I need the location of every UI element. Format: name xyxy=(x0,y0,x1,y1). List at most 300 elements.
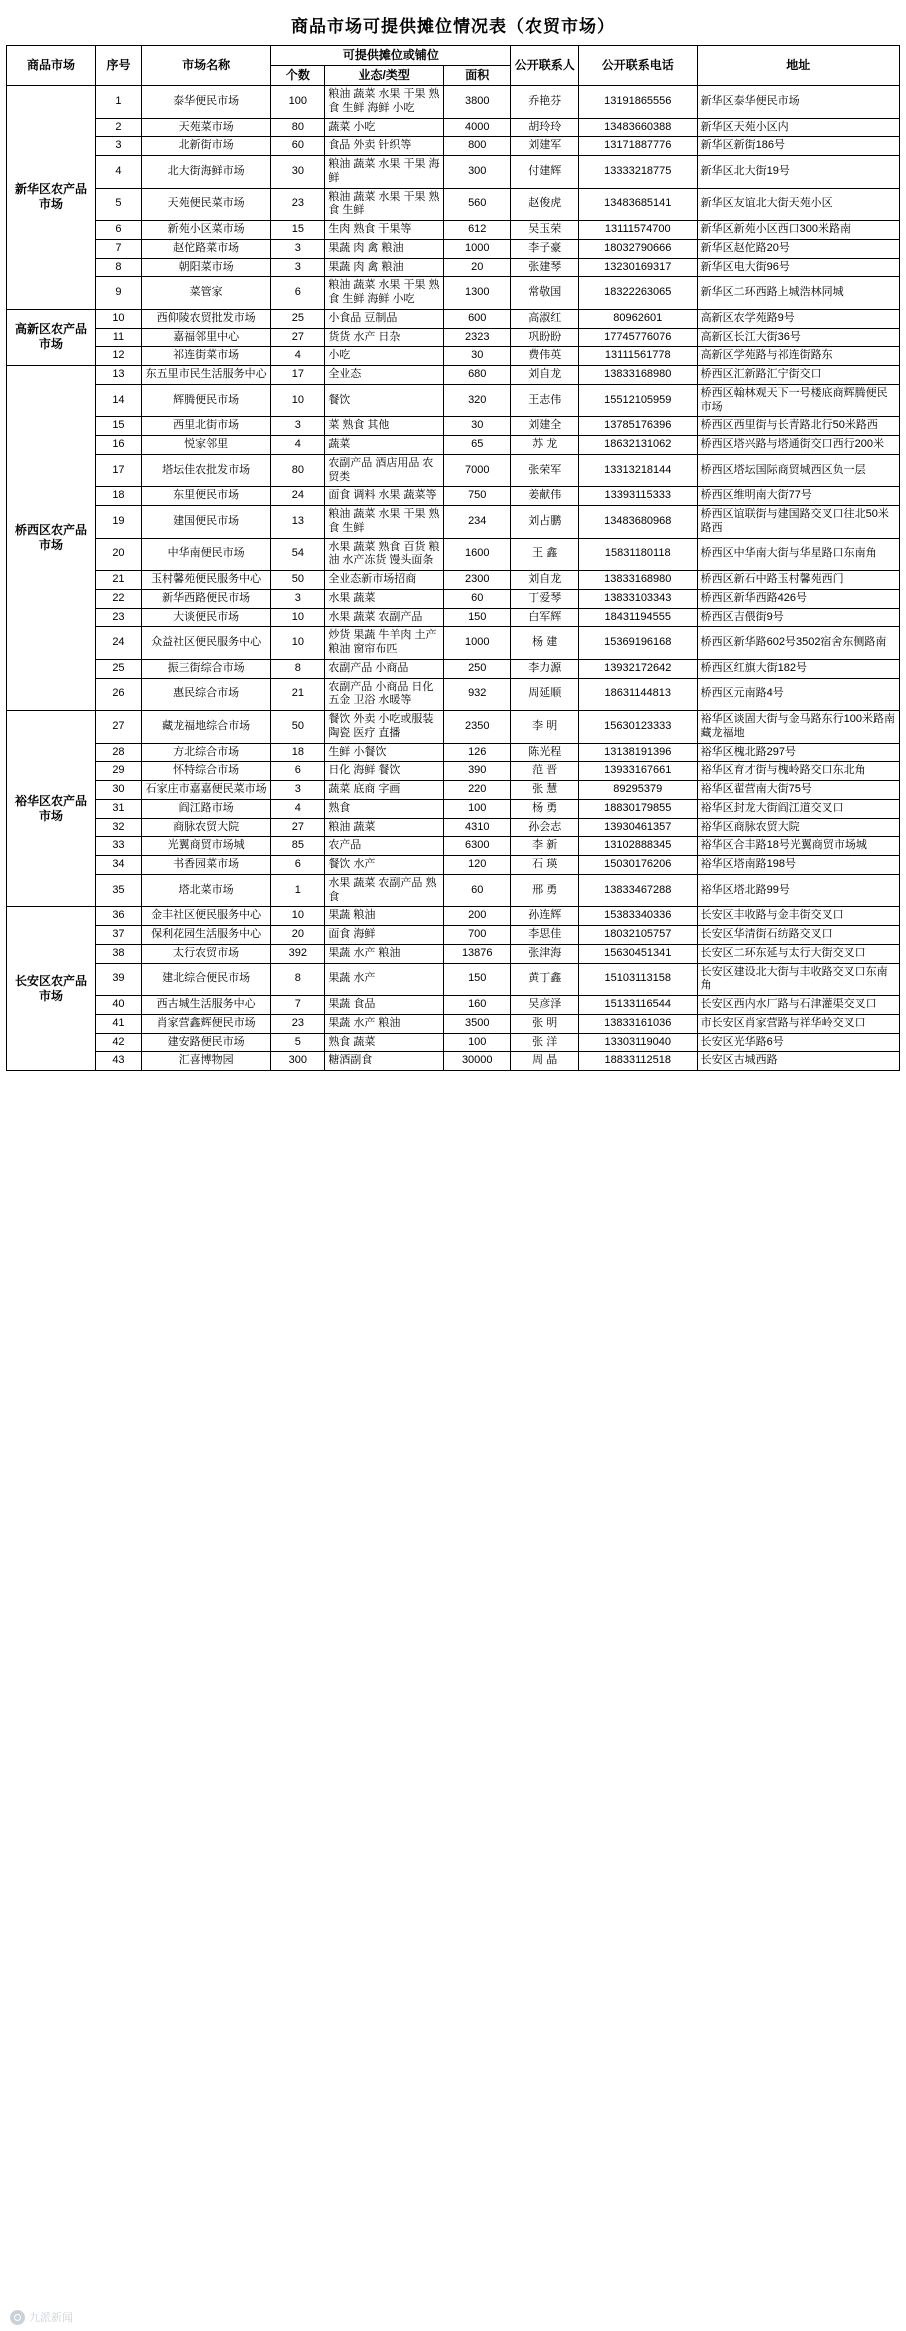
stalls-type-cell: 粮油 蔬菜 xyxy=(325,818,444,837)
phone-cell: 18431194555 xyxy=(578,608,697,627)
phone-cell: 13833168980 xyxy=(578,366,697,385)
row-index-cell: 13 xyxy=(96,366,142,385)
address-cell: 桥西区西里街与长青路北行50米路西 xyxy=(697,417,899,436)
stalls-count-cell: 6 xyxy=(271,856,325,875)
market-name-cell: 赵佗路菜市场 xyxy=(141,239,270,258)
market-name-cell: 方北综合市场 xyxy=(141,743,270,762)
row-index-cell: 8 xyxy=(96,258,142,277)
stalls-type-cell: 面食 海鲜 xyxy=(325,926,444,945)
col-stalls-type: 业态/类型 xyxy=(325,66,444,86)
area-cell: 150 xyxy=(444,608,511,627)
area-cell: 800 xyxy=(444,137,511,156)
market-name-cell: 朝阳菜市场 xyxy=(141,258,270,277)
address-cell: 高新区农学苑路9号 xyxy=(697,309,899,328)
stalls-type-cell: 面食 调料 水果 蔬菜等 xyxy=(325,487,444,506)
area-cell: 100 xyxy=(444,799,511,818)
col-market-name: 市场名称 xyxy=(141,46,270,86)
address-cell: 新华区二环西路上城浩林同城 xyxy=(697,277,899,310)
area-cell: 680 xyxy=(444,366,511,385)
stalls-count-cell: 23 xyxy=(271,1014,325,1033)
contact-cell: 丁爱琴 xyxy=(511,589,578,608)
stalls-type-cell: 水果 蔬菜 农副产品 xyxy=(325,608,444,627)
market-name-cell: 天苑菜市场 xyxy=(141,118,270,137)
table-row xyxy=(7,907,900,926)
stalls-count-cell: 13 xyxy=(271,506,325,539)
contact-cell: 李 明 xyxy=(511,711,578,744)
area-cell: 126 xyxy=(444,743,511,762)
address-cell: 长安区西内水厂路与石津灌渠交叉口 xyxy=(697,996,899,1015)
phone-cell: 15630451341 xyxy=(578,944,697,963)
watermark-logo-icon xyxy=(10,2310,25,2325)
area-cell: 1000 xyxy=(444,627,511,660)
area-cell: 234 xyxy=(444,506,511,539)
col-market-type: 商品市场 xyxy=(7,46,96,86)
contact-cell: 张建琴 xyxy=(511,258,578,277)
area-cell: 150 xyxy=(444,963,511,996)
stalls-count-cell: 54 xyxy=(271,538,325,571)
stalls-type-cell: 生鲜 小餐饮 xyxy=(325,743,444,762)
phone-cell: 13333218775 xyxy=(578,156,697,189)
stalls-type-cell: 餐饮 水产 xyxy=(325,856,444,875)
market-name-cell: 肖家营鑫辉便民市场 xyxy=(141,1014,270,1033)
stalls-type-cell: 农副产品 小商品 xyxy=(325,659,444,678)
table-row xyxy=(7,799,900,818)
phone-cell: 13932172642 xyxy=(578,659,697,678)
address-cell: 长安区古城西路 xyxy=(697,1052,899,1071)
stalls-type-cell: 日化 海鲜 餐饮 xyxy=(325,762,444,781)
market-type-cell: 裕华区农产品市场 xyxy=(7,711,96,907)
stalls-type-cell: 水果 蔬菜 xyxy=(325,589,444,608)
address-cell: 桥西区中华南大街与华星路口东南角 xyxy=(697,538,899,571)
contact-cell: 王志伟 xyxy=(511,384,578,417)
phone-cell: 13191865556 xyxy=(578,86,697,119)
table-header-row-1 xyxy=(7,46,900,66)
stalls-type-cell: 生肉 熟食 干果等 xyxy=(325,221,444,240)
phone-cell: 15030176206 xyxy=(578,856,697,875)
area-cell: 120 xyxy=(444,856,511,875)
stalls-type-cell: 蔬菜 底商 字画 xyxy=(325,781,444,800)
row-index-cell: 26 xyxy=(96,678,142,711)
address-cell: 桥西区塔坛国际商贸城西区负一层 xyxy=(697,454,899,487)
market-name-cell: 嘉福邻里中心 xyxy=(141,328,270,347)
address-cell: 桥西区元南路4号 xyxy=(697,678,899,711)
market-name-cell: 商脉农贸大院 xyxy=(141,818,270,837)
address-cell: 新华区新街186号 xyxy=(697,137,899,156)
stalls-count-cell: 3 xyxy=(271,239,325,258)
contact-cell: 吴彦泽 xyxy=(511,996,578,1015)
contact-cell: 高淑红 xyxy=(511,309,578,328)
address-cell: 裕华区合丰路18号光翼商贸市场城 xyxy=(697,837,899,856)
row-index-cell: 39 xyxy=(96,963,142,996)
market-name-cell: 东五里市民生活服务中心 xyxy=(141,366,270,385)
stalls-count-cell: 6 xyxy=(271,762,325,781)
stalls-count-cell: 392 xyxy=(271,944,325,963)
phone-cell: 13483660388 xyxy=(578,118,697,137)
col-area: 面积 xyxy=(444,66,511,86)
stalls-type-cell: 粮油 蔬菜 水果 干果 熟食 生鲜 海鲜 小吃 xyxy=(325,277,444,310)
row-index-cell: 6 xyxy=(96,221,142,240)
market-name-cell: 藏龙福地综合市场 xyxy=(141,711,270,744)
phone-cell: 13138191396 xyxy=(578,743,697,762)
stalls-type-cell: 果蔬 肉 禽 粮油 xyxy=(325,258,444,277)
row-index-cell: 37 xyxy=(96,926,142,945)
stalls-type-cell: 水果 蔬菜 熟食 百货 粮油 水产冻货 馒头面条 xyxy=(325,538,444,571)
table-row xyxy=(7,506,900,539)
table-row xyxy=(7,856,900,875)
market-name-cell: 建安路便民市场 xyxy=(141,1033,270,1052)
table-row xyxy=(7,608,900,627)
contact-cell: 李子豪 xyxy=(511,239,578,258)
contact-cell: 常敬国 xyxy=(511,277,578,310)
col-index: 序号 xyxy=(96,46,142,86)
address-cell: 桥西区维明南大街77号 xyxy=(697,487,899,506)
phone-cell: 13313218144 xyxy=(578,454,697,487)
area-cell: 390 xyxy=(444,762,511,781)
stalls-count-cell: 85 xyxy=(271,837,325,856)
stalls-count-cell: 15 xyxy=(271,221,325,240)
address-cell: 高新区学苑路与祁连街路东 xyxy=(697,347,899,366)
stalls-type-cell: 货货 水产 日杂 xyxy=(325,328,444,347)
stalls-count-cell: 4 xyxy=(271,799,325,818)
area-cell: 100 xyxy=(444,1033,511,1052)
table-row xyxy=(7,818,900,837)
market-name-cell: 石家庄市嘉嘉便民菜市场 xyxy=(141,781,270,800)
address-cell: 新华区天苑小区内 xyxy=(697,118,899,137)
table-row xyxy=(7,347,900,366)
contact-cell: 李 新 xyxy=(511,837,578,856)
row-index-cell: 33 xyxy=(96,837,142,856)
phone-cell: 13483680968 xyxy=(578,506,697,539)
contact-cell: 刘自龙 xyxy=(511,366,578,385)
stalls-count-cell: 10 xyxy=(271,384,325,417)
stalls-type-cell: 糖酒副食 xyxy=(325,1052,444,1071)
market-type-cell: 桥西区农产品市场 xyxy=(7,366,96,711)
market-name-cell: 阎江路市场 xyxy=(141,799,270,818)
row-index-cell: 20 xyxy=(96,538,142,571)
stalls-count-cell: 3 xyxy=(271,781,325,800)
market-name-cell: 中华南便民市场 xyxy=(141,538,270,571)
stalls-type-cell: 农产品 xyxy=(325,837,444,856)
table-row xyxy=(7,538,900,571)
address-cell: 裕华区商脉农贸大院 xyxy=(697,818,899,837)
row-index-cell: 25 xyxy=(96,659,142,678)
phone-cell: 18032105757 xyxy=(578,926,697,945)
table-row xyxy=(7,454,900,487)
phone-cell: 17745776076 xyxy=(578,328,697,347)
row-index-cell: 12 xyxy=(96,347,142,366)
table-row xyxy=(7,781,900,800)
stalls-count-cell: 30 xyxy=(271,156,325,189)
area-cell: 1300 xyxy=(444,277,511,310)
contact-cell: 胡玲玲 xyxy=(511,118,578,137)
watermark-label: 九派新闻 xyxy=(29,2312,73,2324)
market-name-cell: 悦家邻里 xyxy=(141,436,270,455)
phone-cell: 15103113158 xyxy=(578,963,697,996)
table-row xyxy=(7,996,900,1015)
table-row xyxy=(7,743,900,762)
col-address: 地址 xyxy=(697,46,899,86)
market-name-cell: 汇喜博物园 xyxy=(141,1052,270,1071)
phone-cell: 18032790666 xyxy=(578,239,697,258)
market-name-cell: 大谈便民市场 xyxy=(141,608,270,627)
area-cell: 30 xyxy=(444,347,511,366)
stalls-count-cell: 50 xyxy=(271,711,325,744)
row-index-cell: 30 xyxy=(96,781,142,800)
phone-cell: 80962601 xyxy=(578,309,697,328)
market-name-cell: 塔坛佳农批发市场 xyxy=(141,454,270,487)
stalls-type-cell: 果蔬 粮油 xyxy=(325,907,444,926)
stalls-type-cell: 蔬菜 小吃 xyxy=(325,118,444,137)
stalls-count-cell: 300 xyxy=(271,1052,325,1071)
stalls-count-cell: 21 xyxy=(271,678,325,711)
contact-cell: 刘占鹏 xyxy=(511,506,578,539)
phone-cell: 15831180118 xyxy=(578,538,697,571)
stalls-count-cell: 6 xyxy=(271,277,325,310)
table-body xyxy=(7,86,900,1071)
row-index-cell: 4 xyxy=(96,156,142,189)
phone-cell: 15383340336 xyxy=(578,907,697,926)
stalls-count-cell: 10 xyxy=(271,608,325,627)
stalls-type-cell: 菜 熟食 其他 xyxy=(325,417,444,436)
stalls-count-cell: 100 xyxy=(271,86,325,119)
market-name-cell: 建国便民市场 xyxy=(141,506,270,539)
row-index-cell: 31 xyxy=(96,799,142,818)
market-stalls-table xyxy=(6,45,900,1071)
stalls-count-cell: 27 xyxy=(271,818,325,837)
address-cell: 新华区电大街96号 xyxy=(697,258,899,277)
address-cell: 裕华区槐北路297号 xyxy=(697,743,899,762)
row-index-cell: 16 xyxy=(96,436,142,455)
area-cell: 300 xyxy=(444,156,511,189)
stalls-type-cell: 餐饮 xyxy=(325,384,444,417)
market-name-cell: 众益社区便民服务中心 xyxy=(141,627,270,660)
table-row xyxy=(7,487,900,506)
phone-cell: 15630123333 xyxy=(578,711,697,744)
area-cell: 160 xyxy=(444,996,511,1015)
area-cell: 30000 xyxy=(444,1052,511,1071)
page-title: 商品市场可提供摊位情况表（农贸市场） xyxy=(291,17,615,36)
market-name-cell: 西仰陵农贸批发市场 xyxy=(141,309,270,328)
table-row xyxy=(7,188,900,221)
col-stalls-group: 可提供摊位或铺位 xyxy=(271,46,511,66)
contact-cell: 白军辉 xyxy=(511,608,578,627)
area-cell: 600 xyxy=(444,309,511,328)
area-cell: 4000 xyxy=(444,118,511,137)
address-cell: 桥西区新华西路426号 xyxy=(697,589,899,608)
stalls-count-cell: 18 xyxy=(271,743,325,762)
area-cell: 6300 xyxy=(444,837,511,856)
market-name-cell: 西古城生活服务中心 xyxy=(141,996,270,1015)
stalls-count-cell: 17 xyxy=(271,366,325,385)
stalls-type-cell: 果蔬 肉 禽 粮油 xyxy=(325,239,444,258)
market-name-cell: 北大街海鲜市场 xyxy=(141,156,270,189)
watermark xyxy=(10,2309,73,2325)
market-name-cell: 天苑便民菜市场 xyxy=(141,188,270,221)
market-name-cell: 玉村馨苑便民服务中心 xyxy=(141,571,270,590)
address-cell: 裕华区封龙大街阎江道交叉口 xyxy=(697,799,899,818)
table-row xyxy=(7,837,900,856)
stalls-count-cell: 4 xyxy=(271,347,325,366)
stalls-count-cell: 27 xyxy=(271,328,325,347)
contact-cell: 邢 勇 xyxy=(511,874,578,907)
area-cell: 2323 xyxy=(444,328,511,347)
contact-cell: 石 瑛 xyxy=(511,856,578,875)
phone-cell: 18833112518 xyxy=(578,1052,697,1071)
address-cell: 新华区泰华便民市场 xyxy=(697,86,899,119)
area-cell: 560 xyxy=(444,188,511,221)
market-type-cell: 长安区农产品市场 xyxy=(7,907,96,1071)
table-row xyxy=(7,659,900,678)
phone-cell: 13303119040 xyxy=(578,1033,697,1052)
area-cell: 612 xyxy=(444,221,511,240)
contact-cell: 黄丁鑫 xyxy=(511,963,578,996)
row-index-cell: 43 xyxy=(96,1052,142,1071)
stalls-count-cell: 10 xyxy=(271,627,325,660)
row-index-cell: 24 xyxy=(96,627,142,660)
table-row xyxy=(7,277,900,310)
stalls-type-cell: 全业态 xyxy=(325,366,444,385)
table-row xyxy=(7,156,900,189)
row-index-cell: 18 xyxy=(96,487,142,506)
market-name-cell: 惠民综合市场 xyxy=(141,678,270,711)
contact-cell: 孙会志 xyxy=(511,818,578,837)
area-cell: 1000 xyxy=(444,239,511,258)
market-name-cell: 西里北街市场 xyxy=(141,417,270,436)
address-cell: 桥西区红旗大街182号 xyxy=(697,659,899,678)
stalls-type-cell: 熟食 蔬菜 xyxy=(325,1033,444,1052)
market-name-cell: 光翼商贸市场城 xyxy=(141,837,270,856)
address-cell: 长安区光华路6号 xyxy=(697,1033,899,1052)
row-index-cell: 28 xyxy=(96,743,142,762)
row-index-cell: 38 xyxy=(96,944,142,963)
area-cell: 7000 xyxy=(444,454,511,487)
market-name-cell: 怀特综合市场 xyxy=(141,762,270,781)
market-name-cell: 新华西路便民市场 xyxy=(141,589,270,608)
address-cell: 新华区赵佗路20号 xyxy=(697,239,899,258)
row-index-cell: 19 xyxy=(96,506,142,539)
area-cell: 60 xyxy=(444,589,511,608)
address-cell: 裕华区塔南路198号 xyxy=(697,856,899,875)
contact-cell: 张荣军 xyxy=(511,454,578,487)
area-cell: 30 xyxy=(444,417,511,436)
table-row xyxy=(7,118,900,137)
market-type-cell: 高新区农产品市场 xyxy=(7,309,96,365)
market-name-cell: 振三街综合市场 xyxy=(141,659,270,678)
address-cell: 市长安区肖家营路与祥华岭交叉口 xyxy=(697,1014,899,1033)
phone-cell: 15369196168 xyxy=(578,627,697,660)
market-name-cell: 泰华便民市场 xyxy=(141,86,270,119)
market-name-cell: 新苑小区菜市场 xyxy=(141,221,270,240)
address-cell: 新华区北大街19号 xyxy=(697,156,899,189)
table-row xyxy=(7,963,900,996)
table-row xyxy=(7,589,900,608)
area-cell: 1600 xyxy=(444,538,511,571)
address-cell: 桥西区吉偎街9号 xyxy=(697,608,899,627)
row-index-cell: 14 xyxy=(96,384,142,417)
address-cell: 高新区长江大街36号 xyxy=(697,328,899,347)
market-name-cell: 保利花园生活服务中心 xyxy=(141,926,270,945)
stalls-count-cell: 3 xyxy=(271,589,325,608)
stalls-count-cell: 7 xyxy=(271,996,325,1015)
area-cell: 4310 xyxy=(444,818,511,837)
row-index-cell: 35 xyxy=(96,874,142,907)
contact-cell: 刘自龙 xyxy=(511,571,578,590)
phone-cell: 13930461357 xyxy=(578,818,697,837)
contact-cell: 周延顺 xyxy=(511,678,578,711)
row-index-cell: 17 xyxy=(96,454,142,487)
address-cell: 裕华区塔北路99号 xyxy=(697,874,899,907)
row-index-cell: 11 xyxy=(96,328,142,347)
table-row xyxy=(7,221,900,240)
market-name-cell: 祁连街菜市场 xyxy=(141,347,270,366)
area-cell: 3800 xyxy=(444,86,511,119)
market-name-cell: 塔北菜市场 xyxy=(141,874,270,907)
address-cell: 桥西区谊联街与建国路交叉口往北50米路西 xyxy=(697,506,899,539)
area-cell: 250 xyxy=(444,659,511,678)
row-index-cell: 32 xyxy=(96,818,142,837)
contact-cell: 刘建军 xyxy=(511,137,578,156)
stalls-type-cell: 果蔬 水产 粮油 xyxy=(325,1014,444,1033)
col-contact: 公开联系人 xyxy=(511,46,578,86)
table-row xyxy=(7,711,900,744)
table-row xyxy=(7,328,900,347)
table-row xyxy=(7,384,900,417)
row-index-cell: 10 xyxy=(96,309,142,328)
contact-cell: 赵俊虎 xyxy=(511,188,578,221)
contact-cell: 李力源 xyxy=(511,659,578,678)
row-index-cell: 7 xyxy=(96,239,142,258)
area-cell: 2350 xyxy=(444,711,511,744)
row-index-cell: 15 xyxy=(96,417,142,436)
stalls-count-cell: 24 xyxy=(271,487,325,506)
table-header xyxy=(7,46,900,86)
stalls-type-cell: 农副产品 酒店用品 农贸类 xyxy=(325,454,444,487)
table-row xyxy=(7,309,900,328)
table-row xyxy=(7,762,900,781)
stalls-count-cell: 3 xyxy=(271,258,325,277)
table-row xyxy=(7,86,900,119)
row-index-cell: 23 xyxy=(96,608,142,627)
phone-cell: 13230169317 xyxy=(578,258,697,277)
row-index-cell: 41 xyxy=(96,1014,142,1033)
stalls-type-cell: 果蔬 水产 粮油 xyxy=(325,944,444,963)
market-name-cell: 书香园菜市场 xyxy=(141,856,270,875)
phone-cell: 18322263065 xyxy=(578,277,697,310)
row-index-cell: 1 xyxy=(96,86,142,119)
row-index-cell: 2 xyxy=(96,118,142,137)
address-cell: 长安区丰收路与金丰街交叉口 xyxy=(697,907,899,926)
market-name-cell: 太行农贸市场 xyxy=(141,944,270,963)
market-name-cell: 菜管家 xyxy=(141,277,270,310)
contact-cell: 杨 建 xyxy=(511,627,578,660)
address-cell: 桥西区塔兴路与塔通街交口西行200米 xyxy=(697,436,899,455)
area-cell: 65 xyxy=(444,436,511,455)
phone-cell: 15133116544 xyxy=(578,996,697,1015)
table-row xyxy=(7,137,900,156)
address-cell: 桥西区新石中路玉村馨苑西门 xyxy=(697,571,899,590)
area-cell: 750 xyxy=(444,487,511,506)
stalls-type-cell: 食品 外卖 针织等 xyxy=(325,137,444,156)
table-row xyxy=(7,436,900,455)
area-cell: 3500 xyxy=(444,1014,511,1033)
contact-cell: 孙连辉 xyxy=(511,907,578,926)
address-cell: 长安区华清街石纺路交叉口 xyxy=(697,926,899,945)
phone-cell: 13483685141 xyxy=(578,188,697,221)
phone-cell: 15512105959 xyxy=(578,384,697,417)
stalls-count-cell: 20 xyxy=(271,926,325,945)
stalls-count-cell: 8 xyxy=(271,963,325,996)
stalls-type-cell: 果蔬 水产 xyxy=(325,963,444,996)
